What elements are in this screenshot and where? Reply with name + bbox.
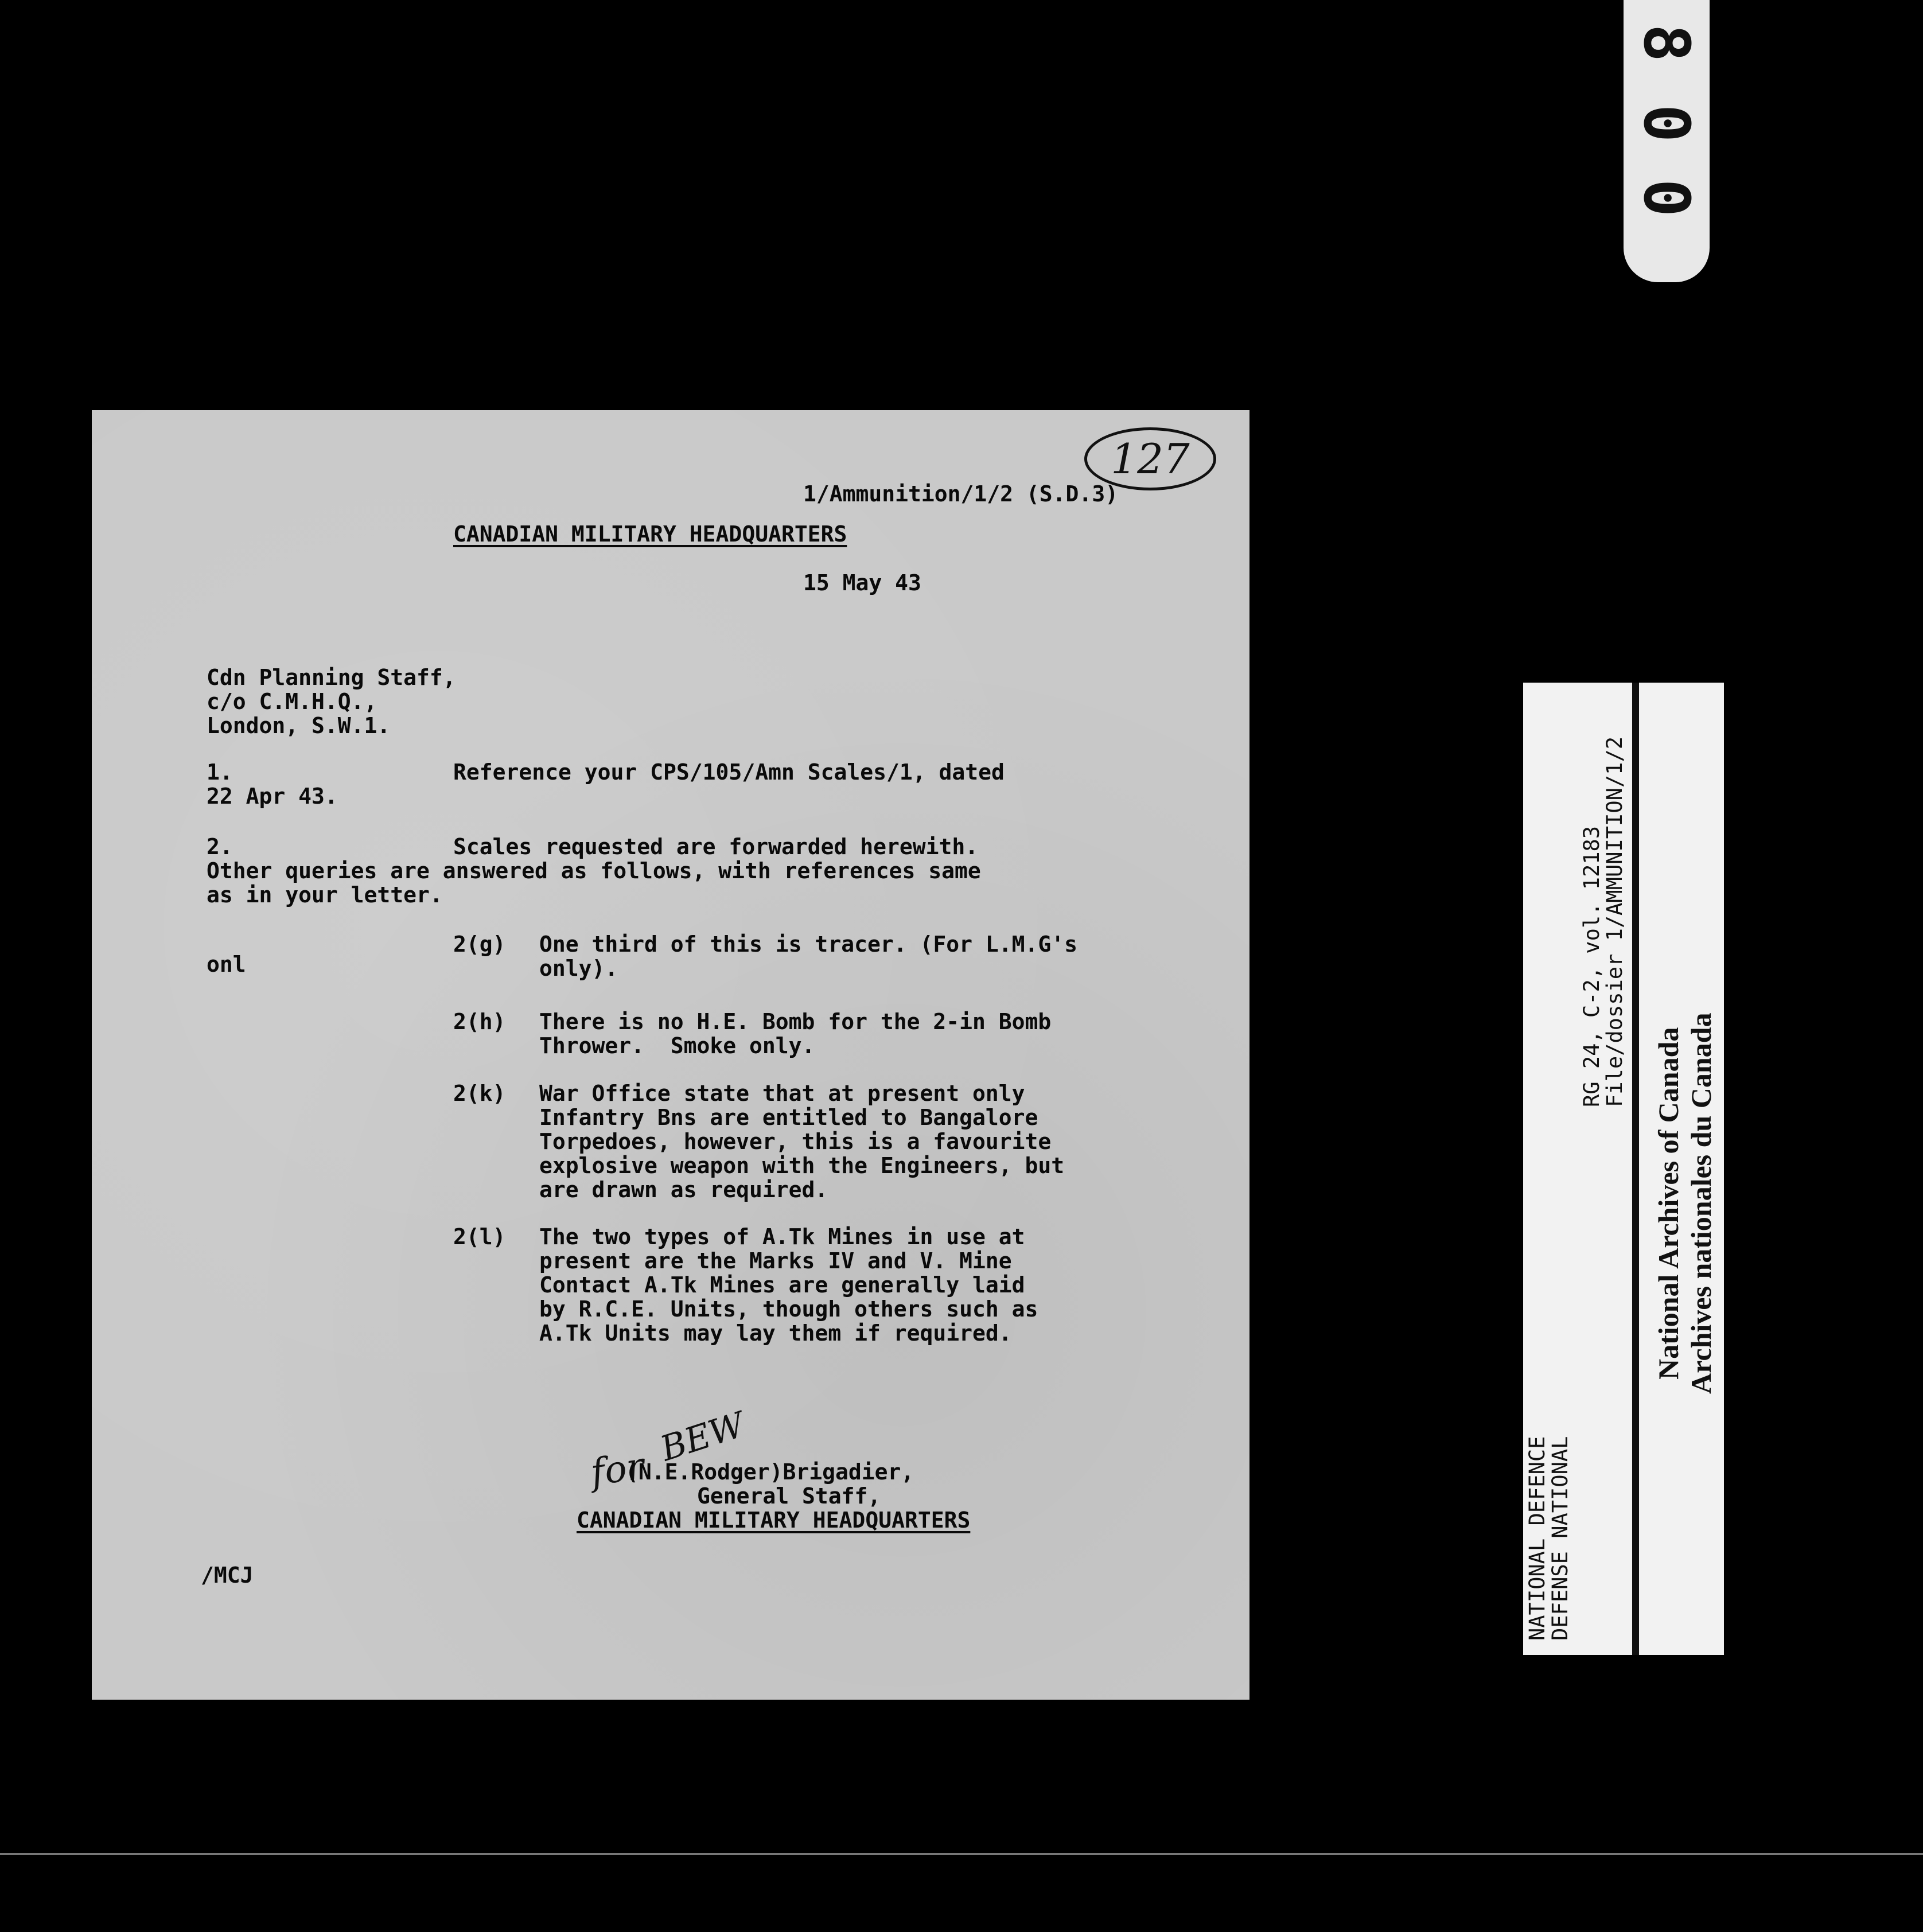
item-ref: 2(l) — [453, 1224, 506, 1249]
para-1-number: 1. — [207, 759, 233, 785]
letterhead-heading: CANADIAN MILITARY HEADQUARTERS — [453, 521, 847, 547]
letter-date: 15 May 43 — [803, 570, 921, 595]
para-2-text: Scales requested are forwarded herewith. — [453, 834, 979, 859]
para-1-text: Reference your CPS/105/Amn Scales/1, dated — [453, 759, 1005, 785]
scan-edge-line — [0, 1853, 1923, 1855]
address-line: London, S.W.1. — [207, 713, 391, 738]
item-ref: 2(g) — [453, 932, 506, 957]
item-text: Infantry Bns are entitled to Bangalore — [539, 1105, 1038, 1130]
para-2-text: Other queries are answered as follows, with references same — [207, 858, 981, 883]
item-text: Torpedoes, however, this is a favourite — [539, 1129, 1052, 1154]
item-text: Thrower. Smoke only. — [539, 1033, 815, 1058]
item-text: Contact A.Tk Mines are generally laid — [539, 1272, 1025, 1298]
signature-initials: BEW — [655, 1404, 750, 1470]
item-text: explosive weapon with the Engineers, but — [539, 1153, 1065, 1178]
para-2-number: 2. — [207, 834, 233, 859]
frame-mark: 0 — [1630, 178, 1703, 217]
margin-note: onl — [207, 952, 246, 977]
label-divider — [1632, 683, 1639, 1655]
archive-label — [1523, 683, 1724, 1655]
address-line: c/o C.M.H.Q., — [207, 689, 377, 714]
label-nd-fr: DEFENSE NATIONAL — [1548, 1436, 1572, 1641]
item-text: only). — [539, 956, 618, 981]
item-text: A.Tk Units may lay them if required. — [539, 1321, 1012, 1346]
folio-number: 127 — [1111, 435, 1190, 483]
label-nd-en: NATIONAL DEFENCE — [1525, 1436, 1550, 1641]
frame-mark: 0 — [1630, 104, 1703, 143]
file-reference: 1/Ammunition/1/2 (S.D.3) — [803, 481, 1119, 507]
label-record-group: RG 24, C-2, vol. 12183 — [1579, 825, 1604, 1107]
item-text: War Office state that at present only — [539, 1081, 1025, 1106]
film-frame-strip — [1624, 0, 1710, 282]
item-text: One third of this is tracer. (For L.M.G's — [539, 932, 1077, 957]
item-text: The two types of A.Tk Mines in use at — [539, 1224, 1025, 1249]
item-text: There is no H.E. Bomb for the 2-in Bomb — [539, 1009, 1052, 1034]
signatory-title: General Staff, — [697, 1483, 881, 1509]
para-1-text: 22 Apr 43. — [207, 784, 338, 809]
signatory-organization: CANADIAN MILITARY HEADQUARTERS — [577, 1508, 971, 1533]
label-nac-en: National Archives of Canada — [1652, 1027, 1684, 1380]
typist-reference: /MCJ — [201, 1563, 254, 1588]
signatory-name: (N.E.Rodger)Brigadier, — [625, 1459, 914, 1485]
item-text: are drawn as required. — [539, 1177, 828, 1202]
document-page — [92, 410, 1249, 1700]
item-text: present are the Marks IV and V. Mine — [539, 1248, 1012, 1273]
frame-mark: 8 — [1630, 24, 1703, 63]
address-line: Cdn Planning Staff, — [207, 665, 456, 690]
item-text: by R.C.E. Units, though others such as — [539, 1296, 1038, 1322]
label-nac-fr: Archives nationales du Canada — [1685, 1012, 1717, 1394]
label-file: File/dossier 1/AMMUNITION/1/2 — [1602, 736, 1627, 1107]
item-ref: 2(h) — [453, 1009, 506, 1034]
item-ref: 2(k) — [453, 1081, 506, 1106]
signature-prefix: for — [588, 1444, 647, 1495]
para-2-text: as in your letter. — [207, 882, 443, 907]
